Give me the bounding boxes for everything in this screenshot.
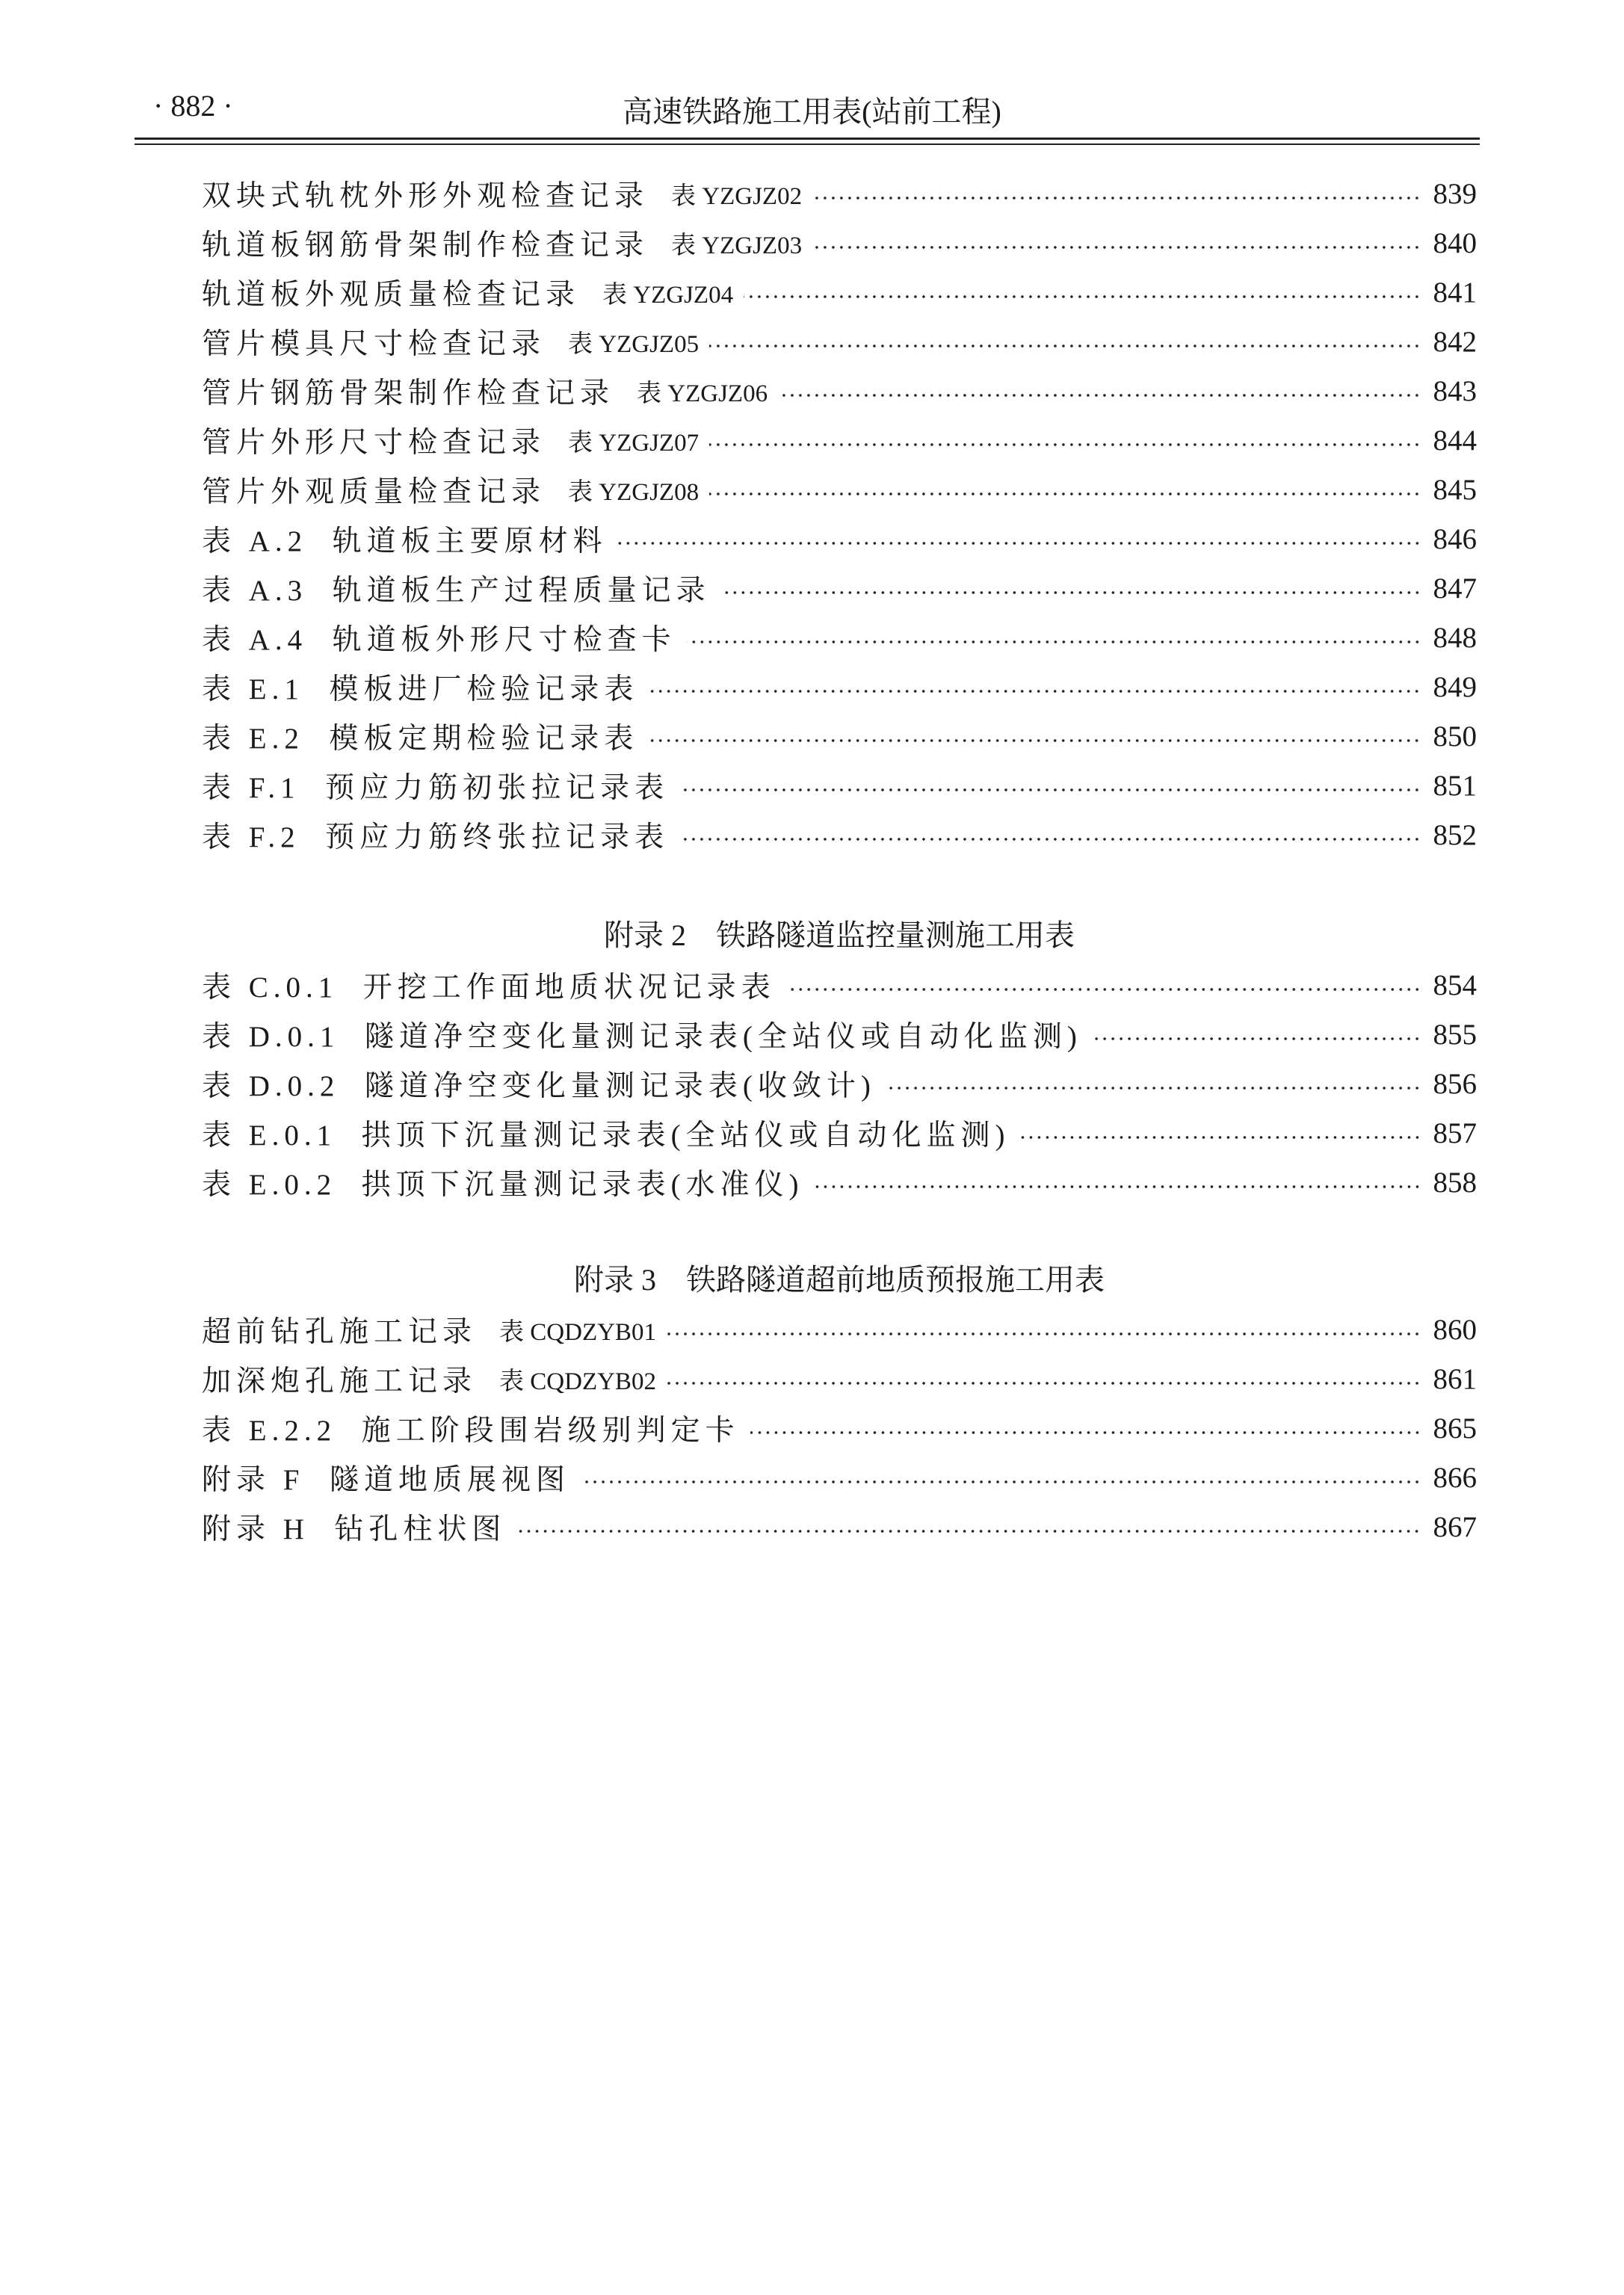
- dot-leader: [649, 689, 1421, 694]
- toc-entry[interactable]: [202, 761, 1477, 810]
- toc-entry-title: 表 C.0.1 开挖工作面地质状况记录表: [202, 972, 776, 1004]
- toc-entry-page: 847: [1433, 572, 1477, 605]
- dot-leader: [649, 738, 1421, 743]
- toc-entry-title: 双块式轨枕外形外观检查记录: [202, 180, 649, 212]
- toc-entry[interactable]: [202, 960, 1477, 1010]
- toc-entry-page: 849: [1433, 670, 1477, 703]
- toc-entry-form-code: 表 YZGJZ02: [671, 182, 803, 210]
- toc-entry-page: 856: [1433, 1067, 1477, 1100]
- table-of-contents: [202, 169, 1477, 1551]
- toc-entry-title: 表 E.1 模板进厂检验记录表: [202, 673, 639, 705]
- toc-entry[interactable]: [202, 465, 1477, 514]
- toc-entry[interactable]: [202, 662, 1477, 711]
- section-heading-appendix-2: 附录 2 铁路隧道监控量测施工用表: [604, 918, 1075, 952]
- toc-entry-page: 839: [1433, 177, 1477, 210]
- toc-entry-form-code: 表 YZGJZ03: [671, 232, 803, 259]
- dot-leader: [709, 344, 1421, 348]
- toc-entry-page: 842: [1433, 325, 1477, 358]
- dot-leader: [618, 541, 1421, 546]
- toc-group-1: [202, 169, 1477, 859]
- toc-entry-page: 861: [1433, 1362, 1477, 1395]
- toc-entry-title: 轨道板外观质量检查记录: [202, 279, 581, 311]
- toc-entry-page: 851: [1433, 769, 1477, 802]
- toc-entry-form-code: 表 CQDZYB01: [499, 1318, 656, 1346]
- toc-entry-page: 845: [1433, 473, 1477, 506]
- toc-entry-title: 管片模具尺寸检查记录: [202, 328, 546, 360]
- toc-entry[interactable]: [202, 1305, 1477, 1354]
- toc-entry-title: 表 A.4 轨道板外形尺寸检查卡: [202, 624, 676, 656]
- toc-entry-title: 表 A.2 轨道板主要原材料: [202, 525, 608, 557]
- toc-entry[interactable]: [202, 711, 1477, 761]
- dot-leader: [709, 442, 1421, 447]
- toc-entry[interactable]: [202, 1158, 1477, 1207]
- dot-leader: [687, 640, 1421, 644]
- toc-entry[interactable]: [202, 1010, 1477, 1059]
- toc-entry[interactable]: [202, 613, 1477, 662]
- section-heading-appendix-3: 附录 3 铁路隧道超前地质预报施工用表: [574, 1263, 1105, 1297]
- toc-entry[interactable]: [202, 218, 1477, 268]
- toc-entry-title: 轨道板钢筋骨架制作检查记录: [202, 229, 649, 262]
- dot-leader: [667, 1381, 1421, 1386]
- dot-leader: [815, 1184, 1421, 1189]
- dot-leader: [721, 590, 1421, 595]
- dot-leader: [886, 1086, 1421, 1090]
- toc-entry[interactable]: [202, 317, 1477, 366]
- toc-entry-form-code: 表 YZGJZ04: [602, 281, 734, 309]
- toc-entry[interactable]: [202, 416, 1477, 465]
- toc-entry-title: 表 E.2 模板定期检验记录表: [202, 723, 639, 755]
- toc-entry[interactable]: [202, 1453, 1477, 1502]
- toc-entry-title: 表 F.2 预应力筋终张拉记录表: [202, 821, 670, 853]
- toc-entry-page: 855: [1433, 1018, 1477, 1051]
- toc-entry-page: 857: [1433, 1116, 1477, 1149]
- toc-entry-title: 表 A.3 轨道板生产过程质量记录: [202, 575, 711, 607]
- toc-entry-title: 表 E.0.1 拱顶下沉量测记录表(全站仪或自动化监测): [202, 1119, 1010, 1152]
- toc-entry-page: 840: [1433, 226, 1477, 259]
- dot-leader: [581, 1480, 1421, 1484]
- toc-entry-page: 852: [1433, 818, 1477, 851]
- toc-group-2: [202, 960, 1477, 1207]
- dot-leader: [709, 492, 1421, 496]
- dot-leader: [679, 837, 1421, 841]
- toc-entry-title: 管片钢筋骨架制作检查记录: [202, 377, 615, 410]
- toc-entry[interactable]: [202, 1502, 1477, 1551]
- toc-entry-title: 表 D.0.1 隧道净空变化量测记录表(全站仪或自动化监测): [202, 1021, 1082, 1053]
- dot-leader: [1093, 1037, 1421, 1041]
- dot-leader: [778, 393, 1421, 398]
- toc-entry-page: 866: [1433, 1461, 1477, 1494]
- dot-leader: [667, 1332, 1421, 1336]
- dot-leader: [812, 196, 1421, 200]
- toc-entry[interactable]: [202, 1108, 1477, 1158]
- toc-entry-page: 865: [1433, 1412, 1477, 1445]
- toc-entry-title: 附录 F 隧道地质展视图: [202, 1464, 570, 1496]
- toc-entry[interactable]: [202, 169, 1477, 218]
- toc-entry-page: 846: [1433, 522, 1477, 555]
- toc-entry-form-code: 表 YZGJZ06: [637, 380, 768, 407]
- dot-leader: [1021, 1135, 1421, 1140]
- toc-entry-page: 843: [1433, 374, 1477, 407]
- header-rule-top: [135, 138, 1480, 140]
- toc-entry-title: 加深炮孔施工记录: [202, 1365, 478, 1397]
- toc-entry[interactable]: [202, 366, 1477, 416]
- toc-entry[interactable]: [202, 268, 1477, 317]
- toc-entry-page: 850: [1433, 720, 1477, 753]
- dot-leader: [744, 294, 1421, 299]
- toc-entry-title: 超前钻孔施工记录: [202, 1316, 478, 1348]
- dot-leader: [812, 245, 1421, 250]
- running-header-title: 高速铁路施工用表(站前工程): [623, 95, 1001, 129]
- dot-leader: [786, 987, 1421, 992]
- toc-entry[interactable]: [202, 1403, 1477, 1453]
- toc-entry-page: 841: [1433, 276, 1477, 309]
- toc-entry-title: 附录 H 钻孔柱状图: [202, 1513, 507, 1545]
- dot-leader: [750, 1430, 1421, 1435]
- toc-group-3: [202, 1305, 1477, 1551]
- toc-entry-title: 管片外观质量检查记录: [202, 476, 546, 508]
- toc-entry[interactable]: [202, 514, 1477, 563]
- toc-entry-form-code: 表 YZGJZ08: [568, 478, 700, 506]
- toc-entry[interactable]: [202, 1059, 1477, 1108]
- dot-leader: [516, 1529, 1421, 1533]
- toc-entry-page: 867: [1433, 1510, 1477, 1543]
- page-number: · 882 ·: [153, 89, 233, 123]
- toc-entry-title: 表 D.0.2 隧道净空变化量测记录表(收敛计): [202, 1070, 876, 1102]
- toc-entry-form-code: 表 CQDZYB02: [499, 1368, 656, 1395]
- toc-entry-title: 表 F.1 预应力筋初张拉记录表: [202, 772, 670, 804]
- toc-entry[interactable]: [202, 1354, 1477, 1403]
- toc-entry[interactable]: [202, 810, 1477, 859]
- toc-entry-form-code: 表 YZGJZ07: [568, 429, 700, 457]
- toc-entry-page: 854: [1433, 969, 1477, 1001]
- toc-entry[interactable]: [202, 563, 1477, 613]
- toc-entry-page: 858: [1433, 1166, 1477, 1199]
- header-rule-bottom: [135, 143, 1480, 145]
- toc-entry-form-code: 表 YZGJZ05: [568, 330, 700, 358]
- toc-entry-title: 表 E.0.2 拱顶下沉量测记录表(水准仪): [202, 1169, 804, 1201]
- toc-entry-title: 管片外形尺寸检查记录: [202, 427, 546, 459]
- toc-entry-page: 848: [1433, 621, 1477, 654]
- toc-entry-title: 表 E.2.2 施工阶段围岩级别判定卡: [202, 1415, 740, 1447]
- toc-entry-page: 860: [1433, 1313, 1477, 1346]
- toc-entry-page: 844: [1433, 424, 1477, 457]
- dot-leader: [679, 788, 1421, 792]
